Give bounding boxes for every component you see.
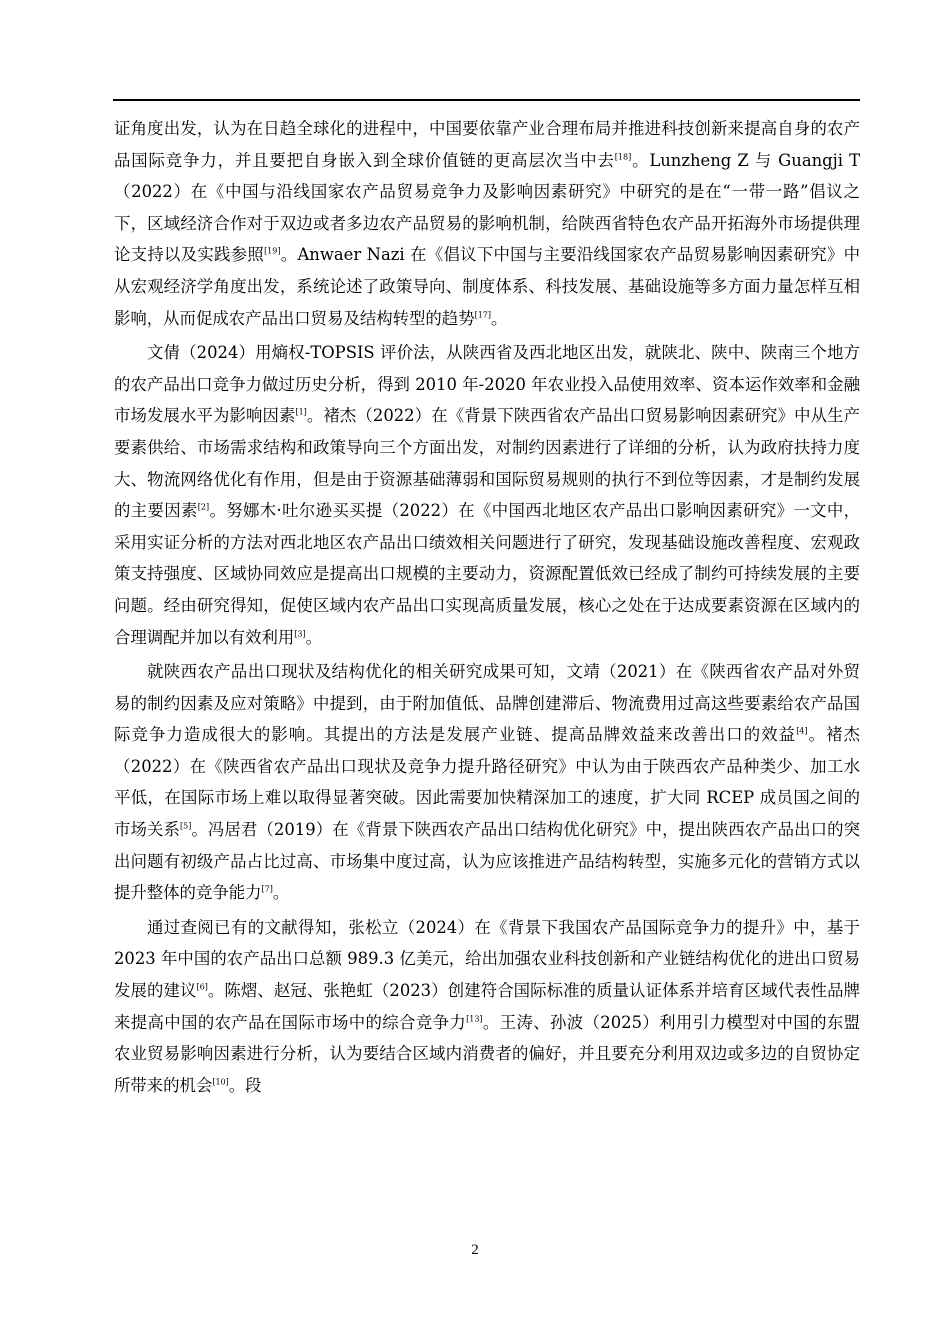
paragraph-text: 。努娜木·吐尔逊买买提（2022）在《中国西北地区农产品出口影响因素研究》一文中，采用实证分析的方法对西北地区农产品出口绩效相关问题进行了研究，发现基础设施改善程度、宏观政策支持强度、区域协同效应是提高出口规模的主要动力，资源配置低效已经成了制约可持续发展的主要问题。经由研究得知，促使区域内农产品出口实现高质量发展，核心之处在于达成要素资源在区域内的合理调配并加以有效利用 (114, 501, 860, 647)
paragraph-text: 。褚杰（2022）在《陕西省农产品出口现状及竞争力提升路径研究》中认为由于陕西农产品种类少、加工水平低，在国际市场上难以取得显著突破。因此需要加快精深加工的速度，扩大同 RCEP 成员国之间的市场关系 (114, 725, 861, 840)
citation-marker: [6] (196, 982, 208, 992)
paragraph-text: 。Lunzheng Z 与 Guangji T（2022）在《中国与沿线国家农产品贸易竞争力及影响因素研究》中研究的是在“一带一路”倡议之下，区域经济合作对于双边或者多边农产品贸易的影响机制，给陕西省特色农产品开拓海外市场提供理论支持以及实践参照 (114, 150, 860, 265)
paragraph (114, 656, 860, 909)
body-text (114, 113, 860, 1101)
citation-marker: [19] (264, 246, 281, 256)
paragraph-text: 。 (272, 883, 290, 903)
citation-marker: [4] (796, 726, 808, 736)
citation-marker: [5] (179, 821, 192, 831)
citation-marker: [17] (474, 310, 492, 320)
citation-marker: [3] (294, 629, 306, 639)
paragraph-text: 证角度出发，认为在日趋全球化的进程中，中国要依靠产业合理布局并推进科技创新来提高自身的农产品国际竞争力，并且要把自身嵌入到全球价值链的更高层次当中去 (114, 119, 860, 170)
citation-marker: [18] (614, 152, 632, 162)
paragraph-text: 。王涛、孙波（2025）利用引力模型对中国的东盟农业贸易影响因素进行分析，认为要结合区域内消费者的偏好，并且要充分利用双边或多边的自贸协定所带来的机会 (114, 1012, 860, 1095)
paragraph-text: 。陈熠、赵冠、张艳虹（2023）创建符合国际标准的质量认证体系并培育区域代表性品牌来提高中国的农产品在国际市场中的综合竞争力 (114, 981, 860, 1032)
paragraph-text: 。Anwaer Nazi 在《倡议下中国与主要沿线国家农产品贸易影响因素研究》中从宏观经济学角度出发，系统论述了政策导向、制度体系、科技发展、基础设施等多方面力量怎样互相影响，从而促成农产品出口贸易及结构转型的趋势 (114, 245, 861, 328)
citation-marker: [1] (295, 407, 307, 417)
paragraph-text: 。段 (228, 1075, 262, 1095)
citation-marker: [7] (261, 884, 273, 894)
citation-marker: [13] (466, 1014, 483, 1024)
header-rule (113, 99, 860, 101)
page-number: 2 (471, 1242, 479, 1258)
paragraph-text: 文倩（2024）用熵权-TOPSIS 评价法，从陕西省及西北地区出发，就陕北、陕中、陕南三个地方的农产品出口竞争力做过历史分析，得到 2010 年-2020 年农业投入品使用效率、资本运作效率和金融市场发展水平为影响因素 (114, 343, 860, 426)
paragraph-text: 就陕西农产品出口现状及结构优化的相关研究成果可知，文靖（2021）在《陕西省农产品对外贸易的制约因素及应对策略》中提到，由于附加值低、品牌创建滞后、物流费用过高这些要素给农产品国际竞争力造成很大的影响。其提出的方法是发展产业链、提高品牌效益来改善出口的效益 (114, 662, 860, 745)
paragraph-text: 。 (305, 627, 323, 647)
paragraph-text: 。褚杰（2022）在《背景下陕西省农产品出口贸易影响因素研究》中从生产要素供给、市场需求结构和政策导向三个方面出发，对制约因素进行了详细的分析，认为政府扶持力度大、物流网络优化有作用，但是由于资源基础薄弱和国际贸易规则的执行不到位等因素，才是制约发展的主要因素 (114, 406, 861, 521)
citation-marker: [2] (197, 502, 210, 512)
paragraph-text: 通过查阅已有的文献得知，张松立（2024）在《背景下我国农产品国际竞争力的提升》中，基于 2023 年中国的农产品出口总额 989.3 亿美元，给出加强农业科技创新和产业链结构优化的进出口贸易发展的建议 (114, 917, 860, 1001)
paragraph (114, 113, 860, 334)
paragraph-text: 。 (491, 308, 508, 328)
paragraph-text: 。冯居君（2019）在《背景下陕西农产品出口结构优化研究》中，提出陕西农产品出口的突出问题有初级产品占比过高、市场集中度过高，认为应该推进产品结构转型，实施多元化的营销方式以提升整体的竞争能力 (114, 820, 860, 903)
paragraph (114, 337, 860, 653)
paragraph (114, 912, 860, 1102)
citation-marker: [10] (212, 1077, 229, 1087)
